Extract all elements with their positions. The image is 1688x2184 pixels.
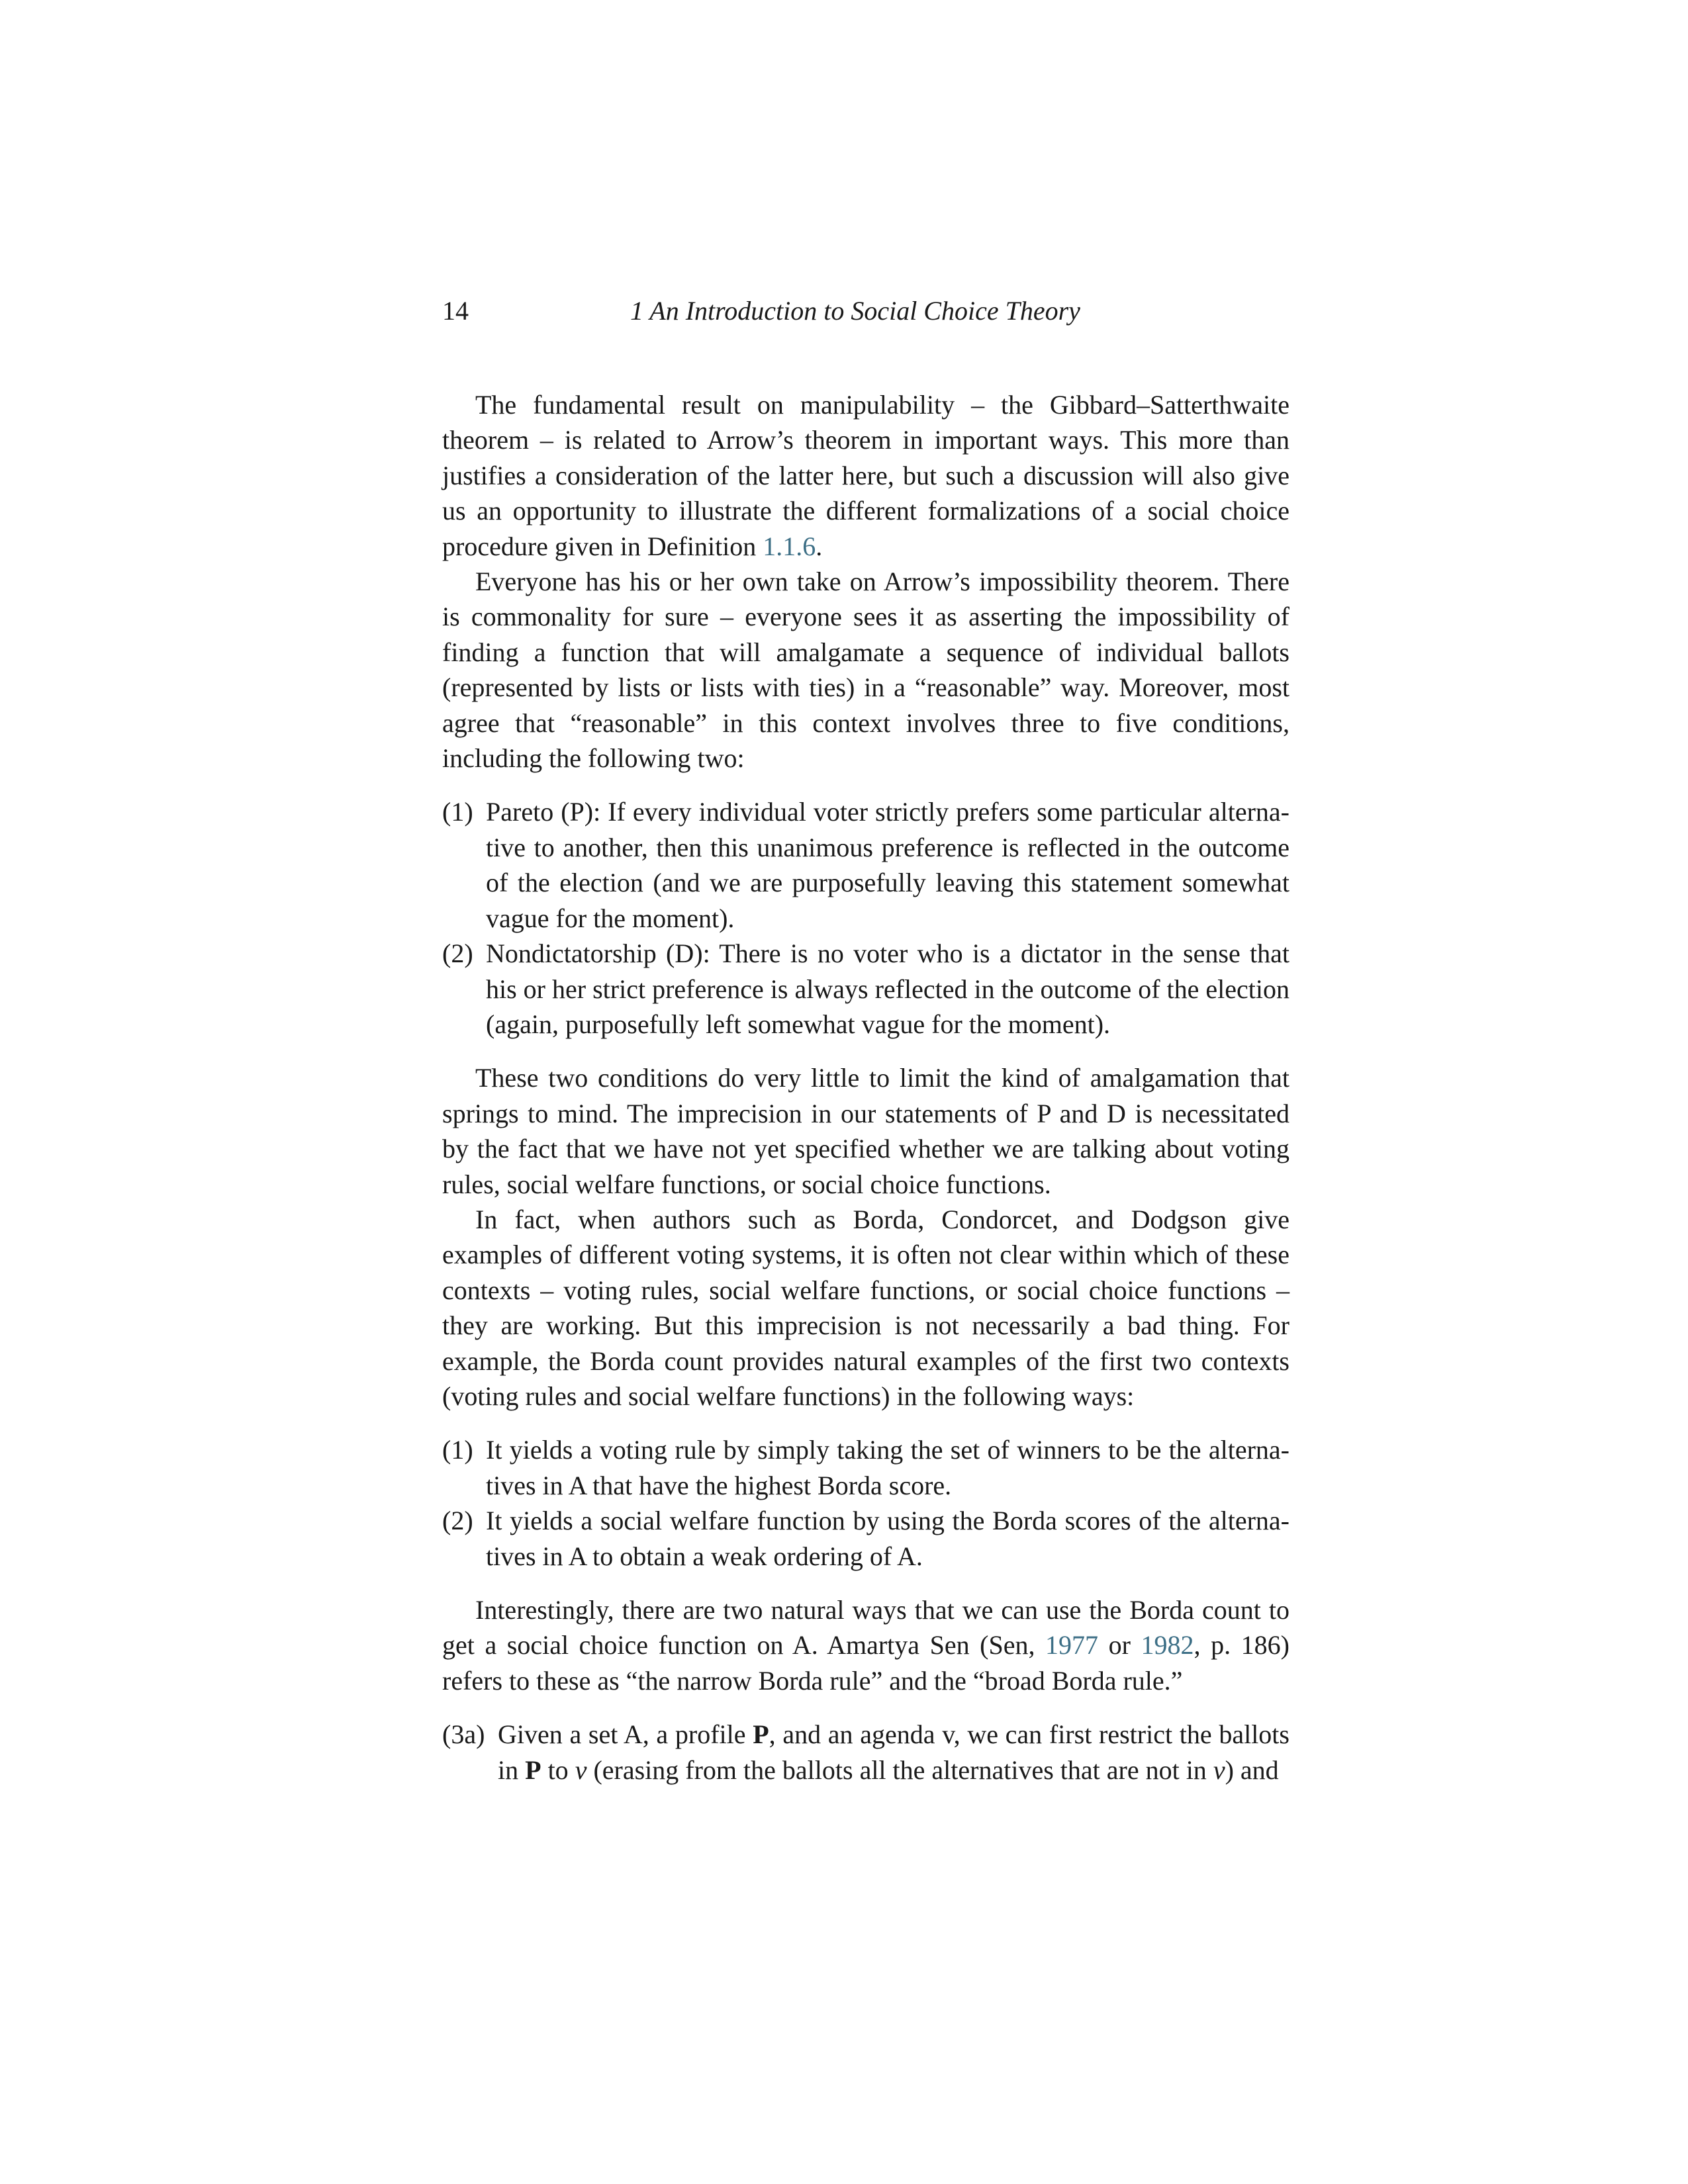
list-item-text: Pareto (P): If every individual voter strictly prefers some particular alternative to another, then this unanimous preference is reflected in the outcome of the election (and we are purposefully leaving this statement somewhat vague for the moment). — [486, 797, 1289, 933]
list-item — [442, 936, 1289, 1042]
paragraph-5-end: , p. 186) refers to these as “the narrow Borda rule” and the “broad Borda rule.” — [442, 1630, 1289, 1696]
text-run: Given a set A, a profile — [498, 1719, 753, 1750]
citation-link-1977[interactable]: 1977 — [1045, 1630, 1099, 1661]
text-run: , and an agenda v, we can first restrict the ballots in — [498, 1719, 1289, 1785]
paragraph-4: In fact, when authors such as Borda, Condorcet, and Dodgson give examples of different voting systems, it is often not clear within which of these contexts – voting rules, social welfare functions, or social choice functions – they are working. But this imprecision is not necessarily a bad thing. For example, the Borda count provides natural examples of the first two contexts (voting rules and social welfare functions) in the following ways: — [442, 1204, 1289, 1411]
paragraph-5-mid: or — [1098, 1630, 1141, 1661]
text-run: ) and — [1225, 1754, 1279, 1785]
list-item-text: Nondictatorship (D): There is no voter who is a dictator in the sense that his or her strict preference is always reflected in the outcome of the election (again, purposefully left somewhat vague for the moment). — [486, 938, 1289, 1039]
paragraph-1-end: . — [816, 531, 823, 561]
paragraph-1-text: The fundamental result on manipulability – the Gibbard–Satterthwaite theorem – is related to Arrow’s theorem in important ways. This more than justifies a consideration of the latter here, but such a discussion will also give us an opportunity to illustrate the different formalizations of a social choice procedure given in Definition — [442, 390, 1289, 561]
list-item-text: It yields a social welfare function by using the Borda scores of the alternatives in A to obtain a weak ordering of A. — [486, 1506, 1289, 1571]
list-marker: (3a) — [442, 1719, 485, 1750]
paragraph-5-text: Interestingly, there are two natural ways that we can use the Borda count to get a social choice function on A. Amartya Sen (Sen, — [442, 1595, 1289, 1661]
list-marker: (1) — [442, 797, 473, 827]
list-item-text: It yields a voting rule by simply taking the set of winners to be the alternatives in A that have the highest Borda score. — [486, 1435, 1289, 1500]
paragraph-1 — [442, 387, 1289, 564]
text-run: (erasing from the ballots all the alternatives that are not in — [586, 1754, 1213, 1785]
page-number: 14 — [442, 296, 469, 326]
list-item — [442, 1717, 1289, 1788]
paragraph-3: These two conditions do very little to limit the kind of amalgamation that springs to mind. The imprecision in our statements of P and D is necessitated by the fact that we have not yet specified whether we are talking about voting rules, social welfare functions, or social choice functions. — [442, 1063, 1289, 1199]
citation-link-1982[interactable]: 1982 — [1141, 1630, 1194, 1661]
agenda-symbol: v — [1213, 1754, 1225, 1785]
list-item — [442, 1432, 1289, 1503]
paragraph-5 — [442, 1592, 1289, 1698]
list-item-text — [498, 1717, 1289, 1788]
list-marker: (2) — [442, 938, 473, 969]
borda-uses-list — [442, 1432, 1289, 1574]
text-run: to — [541, 1754, 575, 1785]
running-head — [442, 291, 1289, 331]
profile-symbol: P — [753, 1719, 769, 1750]
list-item — [442, 1503, 1289, 1574]
agenda-symbol: v — [575, 1754, 587, 1785]
list-marker: (1) — [442, 1435, 473, 1465]
paragraph-2: Everyone has his or her own take on Arrow’s impossibility theorem. There is commonality for sure – everyone sees it as asserting the impossibility of finding a function that will amalgamate a sequence of individual ballots (represented by lists or lists with ties) in a “reasonable” way. Moreover, most agree that “reasonable” in this context involves three to five conditions, including the following two: — [442, 567, 1289, 774]
list-marker: (2) — [442, 1506, 473, 1536]
list-item — [442, 794, 1289, 936]
conditions-list — [442, 794, 1289, 1042]
borda-rules-list — [442, 1717, 1289, 1788]
definition-link[interactable]: 1.1.6 — [763, 531, 816, 561]
body-text — [442, 387, 1289, 1788]
chapter-title: 1 An Introduction to Social Choice Theory — [630, 296, 1080, 326]
profile-symbol: P — [525, 1754, 541, 1785]
